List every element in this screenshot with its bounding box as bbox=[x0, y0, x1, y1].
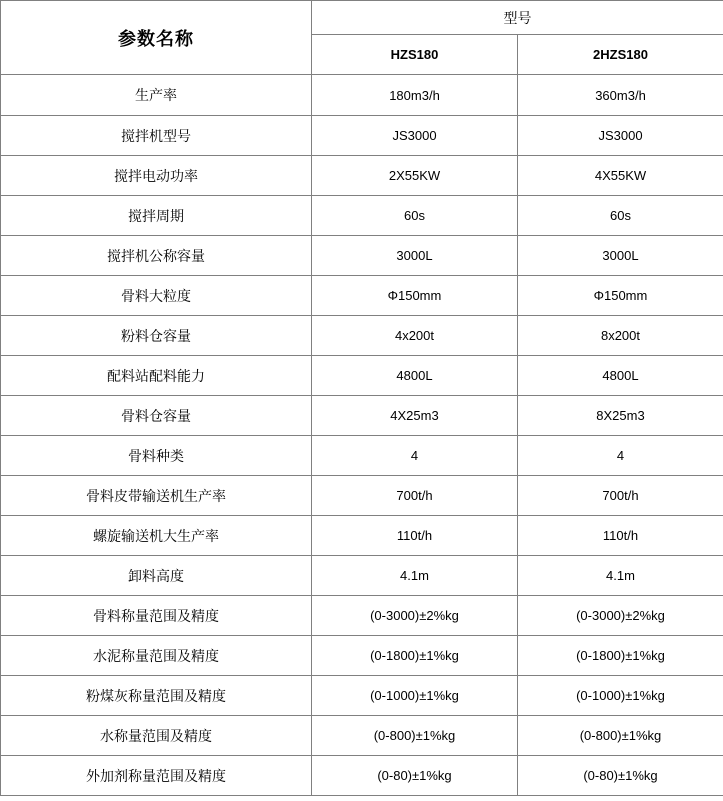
row-value-model-2: 4.1m bbox=[518, 556, 723, 596]
table-row bbox=[1, 316, 723, 356]
table-row bbox=[1, 196, 723, 236]
row-value-model-2: 4 bbox=[518, 436, 723, 476]
header-model-group: 型号 bbox=[312, 1, 723, 35]
row-value-model-1: Φ150mm bbox=[312, 276, 518, 316]
row-value-model-1: 4800L bbox=[312, 356, 518, 396]
table-header bbox=[1, 1, 723, 75]
table-row bbox=[1, 676, 723, 716]
table-row bbox=[1, 716, 723, 756]
row-value-model-1: 4.1m bbox=[312, 556, 518, 596]
row-value-model-2: (0-3000)±2%kg bbox=[518, 596, 723, 636]
row-param-label: 搅拌电动功率 bbox=[1, 156, 312, 196]
row-value-model-1: 4 bbox=[312, 436, 518, 476]
table-row bbox=[1, 476, 723, 516]
row-param-label: 骨料大粒度 bbox=[1, 276, 312, 316]
table-row bbox=[1, 556, 723, 596]
row-value-model-2: 8x200t bbox=[518, 316, 723, 356]
row-value-model-2: 3000L bbox=[518, 236, 723, 276]
header-model-1: HZS180 bbox=[312, 35, 518, 75]
row-param-label: 骨料仓容量 bbox=[1, 396, 312, 436]
row-value-model-2: 60s bbox=[518, 196, 723, 236]
row-param-label: 搅拌机公称容量 bbox=[1, 236, 312, 276]
table-header-row-group bbox=[1, 1, 723, 35]
row-value-model-1: (0-800)±1%kg bbox=[312, 716, 518, 756]
table-row bbox=[1, 756, 723, 796]
row-param-label: 生产率 bbox=[1, 75, 312, 116]
row-value-model-2: 110t/h bbox=[518, 516, 723, 556]
table-row bbox=[1, 116, 723, 156]
table-row bbox=[1, 636, 723, 676]
row-value-model-1: 180m3/h bbox=[312, 75, 518, 116]
row-param-label: 卸料高度 bbox=[1, 556, 312, 596]
row-param-label: 搅拌机型号 bbox=[1, 116, 312, 156]
row-value-model-1: (0-80)±1%kg bbox=[312, 756, 518, 796]
header-model-2: 2HZS180 bbox=[518, 35, 723, 75]
row-param-label: 搅拌周期 bbox=[1, 196, 312, 236]
table-row bbox=[1, 236, 723, 276]
row-value-model-1: (0-1000)±1%kg bbox=[312, 676, 518, 716]
row-param-label: 骨料称量范围及精度 bbox=[1, 596, 312, 636]
row-value-model-1: 3000L bbox=[312, 236, 518, 276]
row-value-model-2: (0-1000)±1%kg bbox=[518, 676, 723, 716]
row-value-model-2: Φ150mm bbox=[518, 276, 723, 316]
row-param-label: 骨料皮带输送机生产率 bbox=[1, 476, 312, 516]
table-row bbox=[1, 156, 723, 196]
row-value-model-1: 4X25m3 bbox=[312, 396, 518, 436]
row-value-model-1: 2X55KW bbox=[312, 156, 518, 196]
row-param-label: 螺旋输送机大生产率 bbox=[1, 516, 312, 556]
row-param-label: 骨料种类 bbox=[1, 436, 312, 476]
row-value-model-1: (0-3000)±2%kg bbox=[312, 596, 518, 636]
table-row bbox=[1, 276, 723, 316]
header-param-name: 参数名称 bbox=[1, 1, 312, 75]
row-param-label: 水称量范围及精度 bbox=[1, 716, 312, 756]
row-value-model-2: 4800L bbox=[518, 356, 723, 396]
table-row bbox=[1, 75, 723, 116]
table-row bbox=[1, 396, 723, 436]
row-value-model-1: (0-1800)±1%kg bbox=[312, 636, 518, 676]
row-value-model-2: (0-80)±1%kg bbox=[518, 756, 723, 796]
row-value-model-2: JS3000 bbox=[518, 116, 723, 156]
row-param-label: 粉煤灰称量范围及精度 bbox=[1, 676, 312, 716]
row-value-model-1: 700t/h bbox=[312, 476, 518, 516]
row-value-model-2: 4X55KW bbox=[518, 156, 723, 196]
row-param-label: 水泥称量范围及精度 bbox=[1, 636, 312, 676]
row-value-model-2: 700t/h bbox=[518, 476, 723, 516]
row-value-model-1: 110t/h bbox=[312, 516, 518, 556]
row-value-model-2: 360m3/h bbox=[518, 75, 723, 116]
table-body bbox=[1, 75, 723, 796]
row-value-model-1: 4x200t bbox=[312, 316, 518, 356]
row-param-label: 粉料仓容量 bbox=[1, 316, 312, 356]
row-param-label: 外加剂称量范围及精度 bbox=[1, 756, 312, 796]
table-row bbox=[1, 596, 723, 636]
row-value-model-2: 8X25m3 bbox=[518, 396, 723, 436]
row-value-model-1: 60s bbox=[312, 196, 518, 236]
table-row bbox=[1, 436, 723, 476]
row-value-model-2: (0-800)±1%kg bbox=[518, 716, 723, 756]
row-param-label: 配料站配料能力 bbox=[1, 356, 312, 396]
table-row bbox=[1, 516, 723, 556]
table-row bbox=[1, 356, 723, 396]
row-value-model-2: (0-1800)±1%kg bbox=[518, 636, 723, 676]
row-value-model-1: JS3000 bbox=[312, 116, 518, 156]
